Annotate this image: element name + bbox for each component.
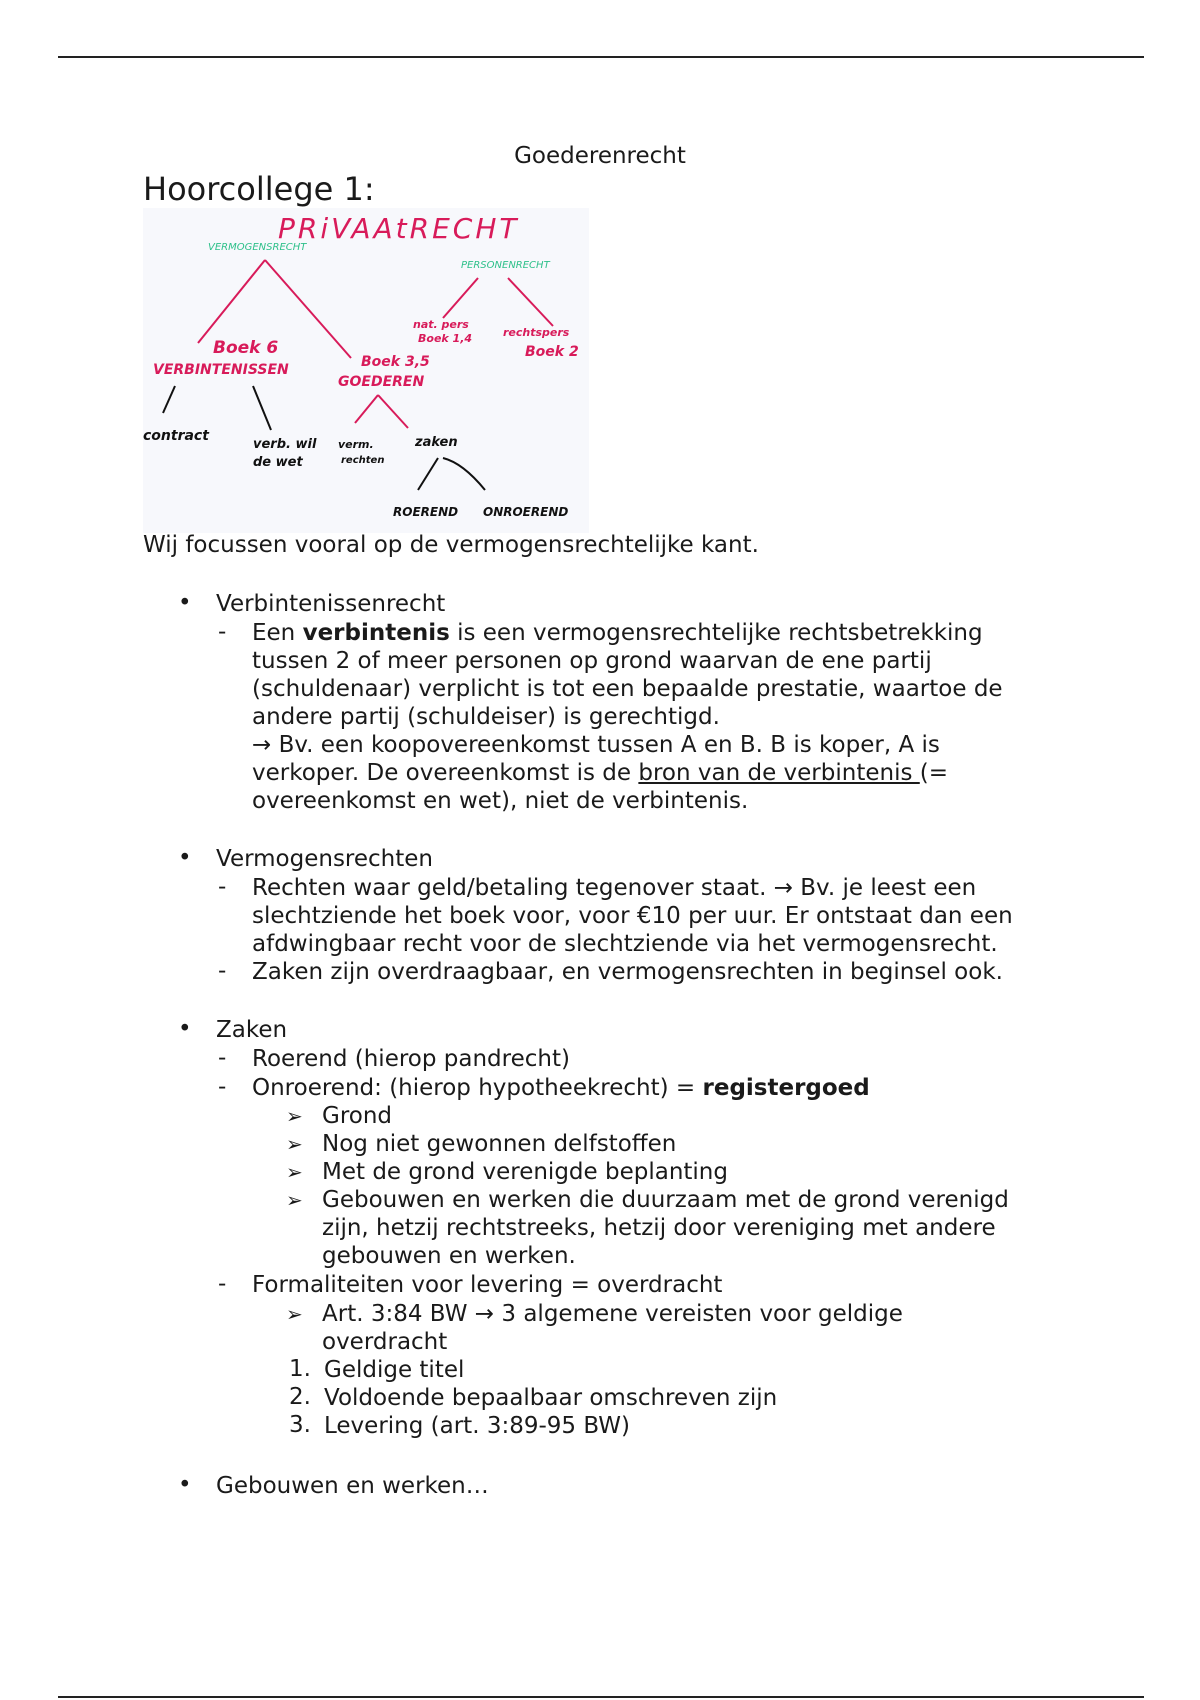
bottom-rule xyxy=(58,1696,1144,1698)
diagram-rechten: rechten xyxy=(341,455,385,466)
s3-roerend: Roerend (hierop pandrecht) xyxy=(252,1046,570,1072)
bullet-marker: • xyxy=(178,590,192,616)
s3-vereiste-3: Levering (art. 3:89-95 BW) xyxy=(324,1413,631,1439)
s3-grond: Grond xyxy=(322,1103,393,1129)
arrowhead-icon: ➢ xyxy=(286,1160,303,1184)
s3-vereiste-1: Geldige titel xyxy=(324,1357,465,1383)
intro-text: Wij focussen vooral op de vermogensrechtelijke kant. xyxy=(143,532,759,558)
arrowhead-icon: ➢ xyxy=(286,1132,303,1156)
s1-line7: overeenkomst en wet), niet de verbintenis. xyxy=(252,788,749,814)
s1-line3: (schuldenaar) verplicht is tot een bepaalde prestatie, waartoe de xyxy=(252,676,1003,702)
section-title-vermogensrechten: Vermogensrechten xyxy=(216,846,434,872)
diagram-verm: verm. xyxy=(338,438,374,451)
bullet-marker: • xyxy=(178,845,192,871)
dash-marker: - xyxy=(218,1074,227,1100)
s3-gebouwen-l1: Gebouwen en werken die duurzaam met de grond verenigd xyxy=(322,1187,1009,1213)
top-rule xyxy=(58,56,1144,58)
lecture-heading: Hoorcollege 1: xyxy=(143,170,375,208)
diagram-title: PRiVAAtRECHT xyxy=(278,212,520,245)
s3-formaliteiten: Formaliteiten voor levering = overdracht xyxy=(252,1272,723,1298)
section-title-verbintenissenrecht: Verbintenissenrecht xyxy=(216,591,446,617)
s2-line3: afdwingbaar recht voor de slechtziende via het vermogensrecht. xyxy=(252,931,998,957)
arrowhead-icon: ➢ xyxy=(286,1302,303,1326)
dash-marker: - xyxy=(218,874,227,900)
diagram-roerend: ROEREND xyxy=(393,505,459,519)
s1-line4: andere partij (schuldeiser) is gerechtigd. xyxy=(252,704,720,730)
arrowhead-icon: ➢ xyxy=(286,1188,303,1212)
s3-vereiste-2: Voldoende bepaalbaar omschreven zijn xyxy=(324,1385,778,1411)
s3-beplanting: Met de grond verenigde beplanting xyxy=(322,1159,728,1185)
s2-line1: Rechten waar geld/betaling tegenover staat. → Bv. je leest een xyxy=(252,875,977,901)
diagram-contract: contract xyxy=(143,428,209,444)
s1-line1: Een verbintenis is een vermogensrechtelijke rechtsbetrekking xyxy=(252,620,983,646)
s1-line6: verkoper. De overeenkomst is de bron van de verbintenis (= xyxy=(252,760,949,786)
s3-gebouwen-l3: gebouwen en werken. xyxy=(322,1243,576,1269)
bullet-marker: • xyxy=(178,1016,192,1042)
diagram-onroerend: ONROEREND xyxy=(483,505,569,519)
diagram-goederen: GOEDEREN xyxy=(338,374,425,390)
number-marker: 2. xyxy=(289,1384,311,1410)
number-marker: 1. xyxy=(289,1356,311,1382)
diagram-verbintenissen: VERBINTENISSEN xyxy=(153,362,289,378)
diagram-vermogensrecht: VERMOGENSRECHT xyxy=(208,242,307,253)
dash-marker: - xyxy=(218,958,227,984)
diagram-boek35: Boek 3,5 xyxy=(361,354,430,370)
diagram-boek14: Boek 1,4 xyxy=(418,332,473,345)
number-marker: 3. xyxy=(289,1412,311,1438)
diagram-dewet: de wet xyxy=(253,455,303,470)
dash-marker: - xyxy=(218,619,227,645)
diagram-zaken: zaken xyxy=(415,435,458,450)
arrowhead-icon: ➢ xyxy=(286,1104,303,1128)
dash-marker: - xyxy=(218,1045,227,1071)
section-title-gebouwen: Gebouwen en werken… xyxy=(216,1473,489,1499)
diagram-verbwil: verb. wil xyxy=(253,437,317,452)
s3-gebouwen-l2: zijn, hetzij rechtstreeks, hetzij door vereniging met andere xyxy=(322,1215,996,1241)
s3-art384-l2: overdracht xyxy=(322,1329,448,1355)
page-header-title: Goederenrecht xyxy=(514,143,686,169)
s1-line5: → Bv. een koopovereenkomst tussen A en B. B is koper, A is xyxy=(252,732,940,758)
diagram-rechtspers: rechtspers xyxy=(503,326,570,339)
diagram-personenrecht: PERSONENRECHT xyxy=(461,260,550,271)
s3-onroerend: Onroerend: (hierop hypotheekrecht) = registergoed xyxy=(252,1075,870,1101)
privaatrecht-diagram xyxy=(143,208,589,533)
diagram-boek2: Boek 2 xyxy=(525,344,579,360)
dash-marker: - xyxy=(218,1271,227,1297)
diagram-natpers: nat. pers xyxy=(413,318,469,331)
section-title-zaken: Zaken xyxy=(216,1017,288,1043)
s2-line4: Zaken zijn overdraagbaar, en vermogensrechten in beginsel ook. xyxy=(252,959,1003,985)
s3-art384-l1: Art. 3:84 BW → 3 algemene vereisten voor geldige xyxy=(322,1301,903,1327)
diagram-boek6: Boek 6 xyxy=(213,338,279,358)
s1-line2: tussen 2 of meer personen op grond waarvan de ene partij xyxy=(252,648,932,674)
s2-line2: slechtziende het boek voor, voor €10 per uur. Er ontstaat dan een xyxy=(252,903,1013,929)
bullet-marker: • xyxy=(178,1472,192,1498)
s3-delfstoffen: Nog niet gewonnen delfstoffen xyxy=(322,1131,677,1157)
